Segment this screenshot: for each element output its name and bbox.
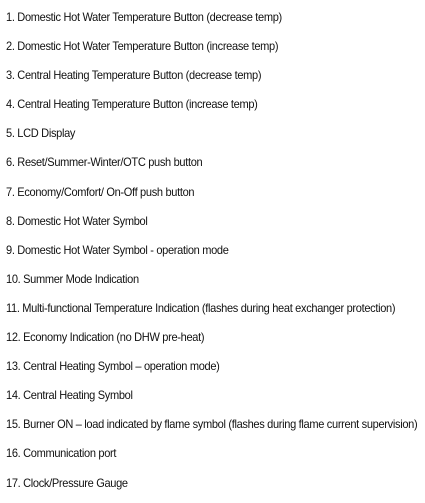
legend-item-11: 11. Multi-functional Temperature Indication (flashes during heat exchanger protection) [6, 300, 396, 315]
legend-item-3: 3. Central Heating Temperature Button (decrease temp) [6, 68, 262, 83]
legend-item-2: 2. Domestic Hot Water Temperature Button (increase temp) [6, 39, 279, 54]
legend-item-6: 6. Reset/Summer-Winter/OTC push button [6, 155, 203, 170]
legend-item-9: 9. Domestic Hot Water Symbol - operation mode [6, 242, 229, 257]
legend-item-14: 14. Central Heating Symbol [6, 388, 133, 403]
legend-item-7: 7. Economy/Comfort/ On-Off push button [6, 184, 195, 199]
legend-list [6, 8, 421, 503]
legend-item-13: 13. Central Heating Symbol – operation mode) [6, 359, 220, 374]
legend-item-1: 1. Domestic Hot Water Temperature Button (decrease temp) [6, 10, 282, 24]
legend-item-5: 5. LCD Display [6, 126, 76, 141]
legend-item-10: 10. Summer Mode Indication [6, 271, 139, 286]
legend-item-17: 17. Clock/Pressure Gauge [6, 475, 128, 490]
legend-item-12: 12. Economy Indication (no DHW pre-heat) [6, 330, 205, 345]
legend-item-8: 8. Domestic Hot Water Symbol [6, 213, 148, 228]
legend-item-15: 15. Burner ON – load indicated by flame symbol (flashes during flame current supervision) [6, 417, 418, 432]
legend-item-16: 16. Communication port [6, 446, 117, 461]
legend-item-4: 4. Central Heating Temperature Button (increase temp) [6, 97, 258, 112]
